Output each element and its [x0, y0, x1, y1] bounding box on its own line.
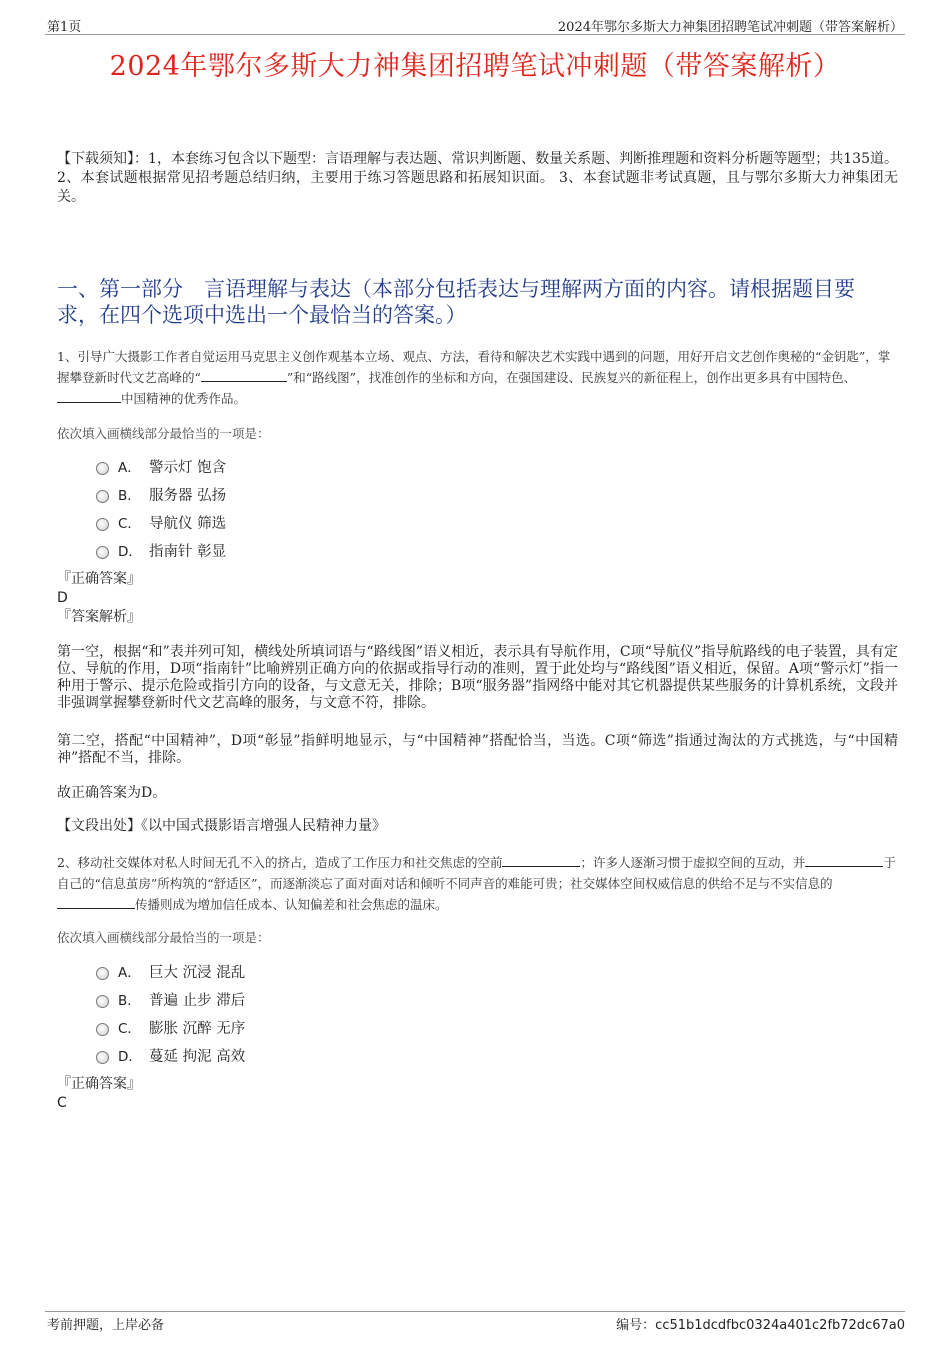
question-2-part-a: 2、移动社交媒体对私人时间无孔不入的挤占，造成了工作压力和社交焦虑的空前	[57, 855, 503, 870]
footer-slogan: 考前押题，上岸必备	[47, 1318, 165, 1333]
question-2-options	[96, 957, 245, 1069]
option-d[interactable]: D． 指南针 彰显	[96, 536, 226, 564]
question-2-answer	[57, 1075, 898, 1113]
radio-icon[interactable]	[96, 546, 109, 559]
question-2-part-b: ；许多人逐渐习惯于虚拟空间的互动，并	[580, 855, 806, 870]
question-2-part-d: 传播则成为增加信任成本、认知偏差和社会焦虑的温床。	[135, 897, 448, 912]
question-1-options	[96, 452, 226, 564]
radio-icon[interactable]	[96, 462, 109, 475]
question-2-part-c: 于自己的“信息茧房”所构筑的“舒适区”，而逐渐淡忘了面对面对话和倾听不同声音的难能可贵；社交媒体空间权威信息的供给不足与不实信息的	[57, 855, 896, 891]
analysis-paragraph: 第二空，搭配“中国精神”，D项“彰显”指鲜明地显示，与“中国精神”搭配恰当，当选。C项“筛选”指通过淘汰的方式挑选，与“中国精神”搭配不当，排除。	[57, 733, 898, 766]
question-1-part-b: ”和“路线图”，找准创作的坐标和方向，在强国建设、民族复兴的新征程上，创作出更多具有中国特色、	[286, 370, 857, 385]
download-notice: 【下载须知】：1，本套练习包含以下题型：言语理解与表达题、常识判断题、数量关系题、判断推理题和资料分析题等题型；共135道。 2、本套试题根据常见招考题总结归纳，主要用于练习答题思路和拓展知识面。 3、本套试题非考试真题，且与鄂尔多斯大力神集团无关。	[57, 151, 898, 205]
radio-icon[interactable]	[96, 967, 109, 980]
answer-label: 『正确答案』	[57, 1076, 141, 1092]
question-2-text	[57, 852, 898, 915]
analysis-label: 『答案解析』	[57, 609, 141, 625]
header-doc-title: 2024年鄂尔多斯大力神集团招聘笔试冲刺题（带答案解析）	[557, 20, 903, 35]
fill-blank	[57, 896, 135, 909]
footer-divider	[45, 1311, 905, 1312]
analysis-paragraph: 第一空，根据“和”表并列可知，横线处所填词语与“路线图”语义相近，表示具有导航作用，C项“导航仪”指导航路线的电子装置，具有定位、导航的作用，D项“指南针”比喻辨别正确方向的依据或指导行动的准则，置于此处均与“路线图”语义相近，保留。A项“警示灯”指一种用于警示、提示危险或指引方向的设备，与文意无关，排除；B项“服务器”指网络中能对其它机器提供某些服务的计算机系统，文段并非强调掌握攀登新时代文艺高峰的服务，与文意不符，排除。	[57, 644, 898, 711]
answer-value: D	[57, 590, 68, 606]
option-b[interactable]: B． 普遍 止步 滞后	[96, 985, 245, 1013]
question-1-prompt: 依次填入画横线部分最恰当的一项是：	[57, 426, 270, 441]
option-a[interactable]: A． 巨大 沉浸 混乱	[96, 957, 245, 985]
section-heading: 一、第一部分 言语理解与表达（本部分包括表达与理解两方面的内容。请根据题目要求，在四个选项中选出一个最恰当的答案。）	[57, 277, 855, 327]
document-title: 2024年鄂尔多斯大力神集团招聘笔试冲刺题（带答案解析）	[109, 51, 841, 82]
answer-label: 『正确答案』	[57, 571, 141, 587]
question-1-part-a: 1、引导广大摄影工作者自觉运用马克思主义创作观基本立场、观点、方法，看待和解决艺术实践中遇到的问题，用好开启文艺创作奥秘的“金钥匙”，掌握攀登新时代文艺高峰的“	[57, 349, 891, 385]
question-1-text	[57, 346, 898, 409]
option-b[interactable]: B． 服务器 弘扬	[96, 480, 226, 508]
fill-blank	[502, 854, 580, 867]
question-1-answer	[57, 570, 898, 627]
radio-icon[interactable]	[96, 995, 109, 1008]
option-c[interactable]: C． 膨胀 沉醉 无序	[96, 1013, 245, 1041]
option-c[interactable]: C． 导航仪 筛选	[96, 508, 226, 536]
footer-doc-id: 编号：cc51b1dcdfbc0324a401c2fb72dc67a0	[616, 1318, 905, 1333]
page-number: 第1页	[47, 20, 82, 35]
fill-blank	[57, 390, 121, 403]
option-a[interactable]: A． 警示灯 饱含	[96, 452, 226, 480]
radio-icon[interactable]	[96, 490, 109, 503]
question-1-part-c: 中国精神的优秀作品。	[121, 391, 247, 406]
answer-value: C	[57, 1095, 67, 1111]
fill-blank	[201, 369, 287, 382]
radio-icon[interactable]	[96, 1051, 109, 1064]
option-d[interactable]: D． 蔓延 拘泥 高效	[96, 1041, 245, 1069]
analysis-paragraph: 故正确答案为D。	[57, 785, 167, 801]
page-header	[45, 14, 905, 35]
fill-blank	[805, 854, 883, 867]
radio-icon[interactable]	[96, 1023, 109, 1036]
question-2-prompt: 依次填入画横线部分最恰当的一项是：	[57, 930, 270, 945]
source-citation: 【文段出处】《以中国式摄影语言增强人民精神力量》	[57, 818, 386, 834]
radio-icon[interactable]	[96, 518, 109, 531]
